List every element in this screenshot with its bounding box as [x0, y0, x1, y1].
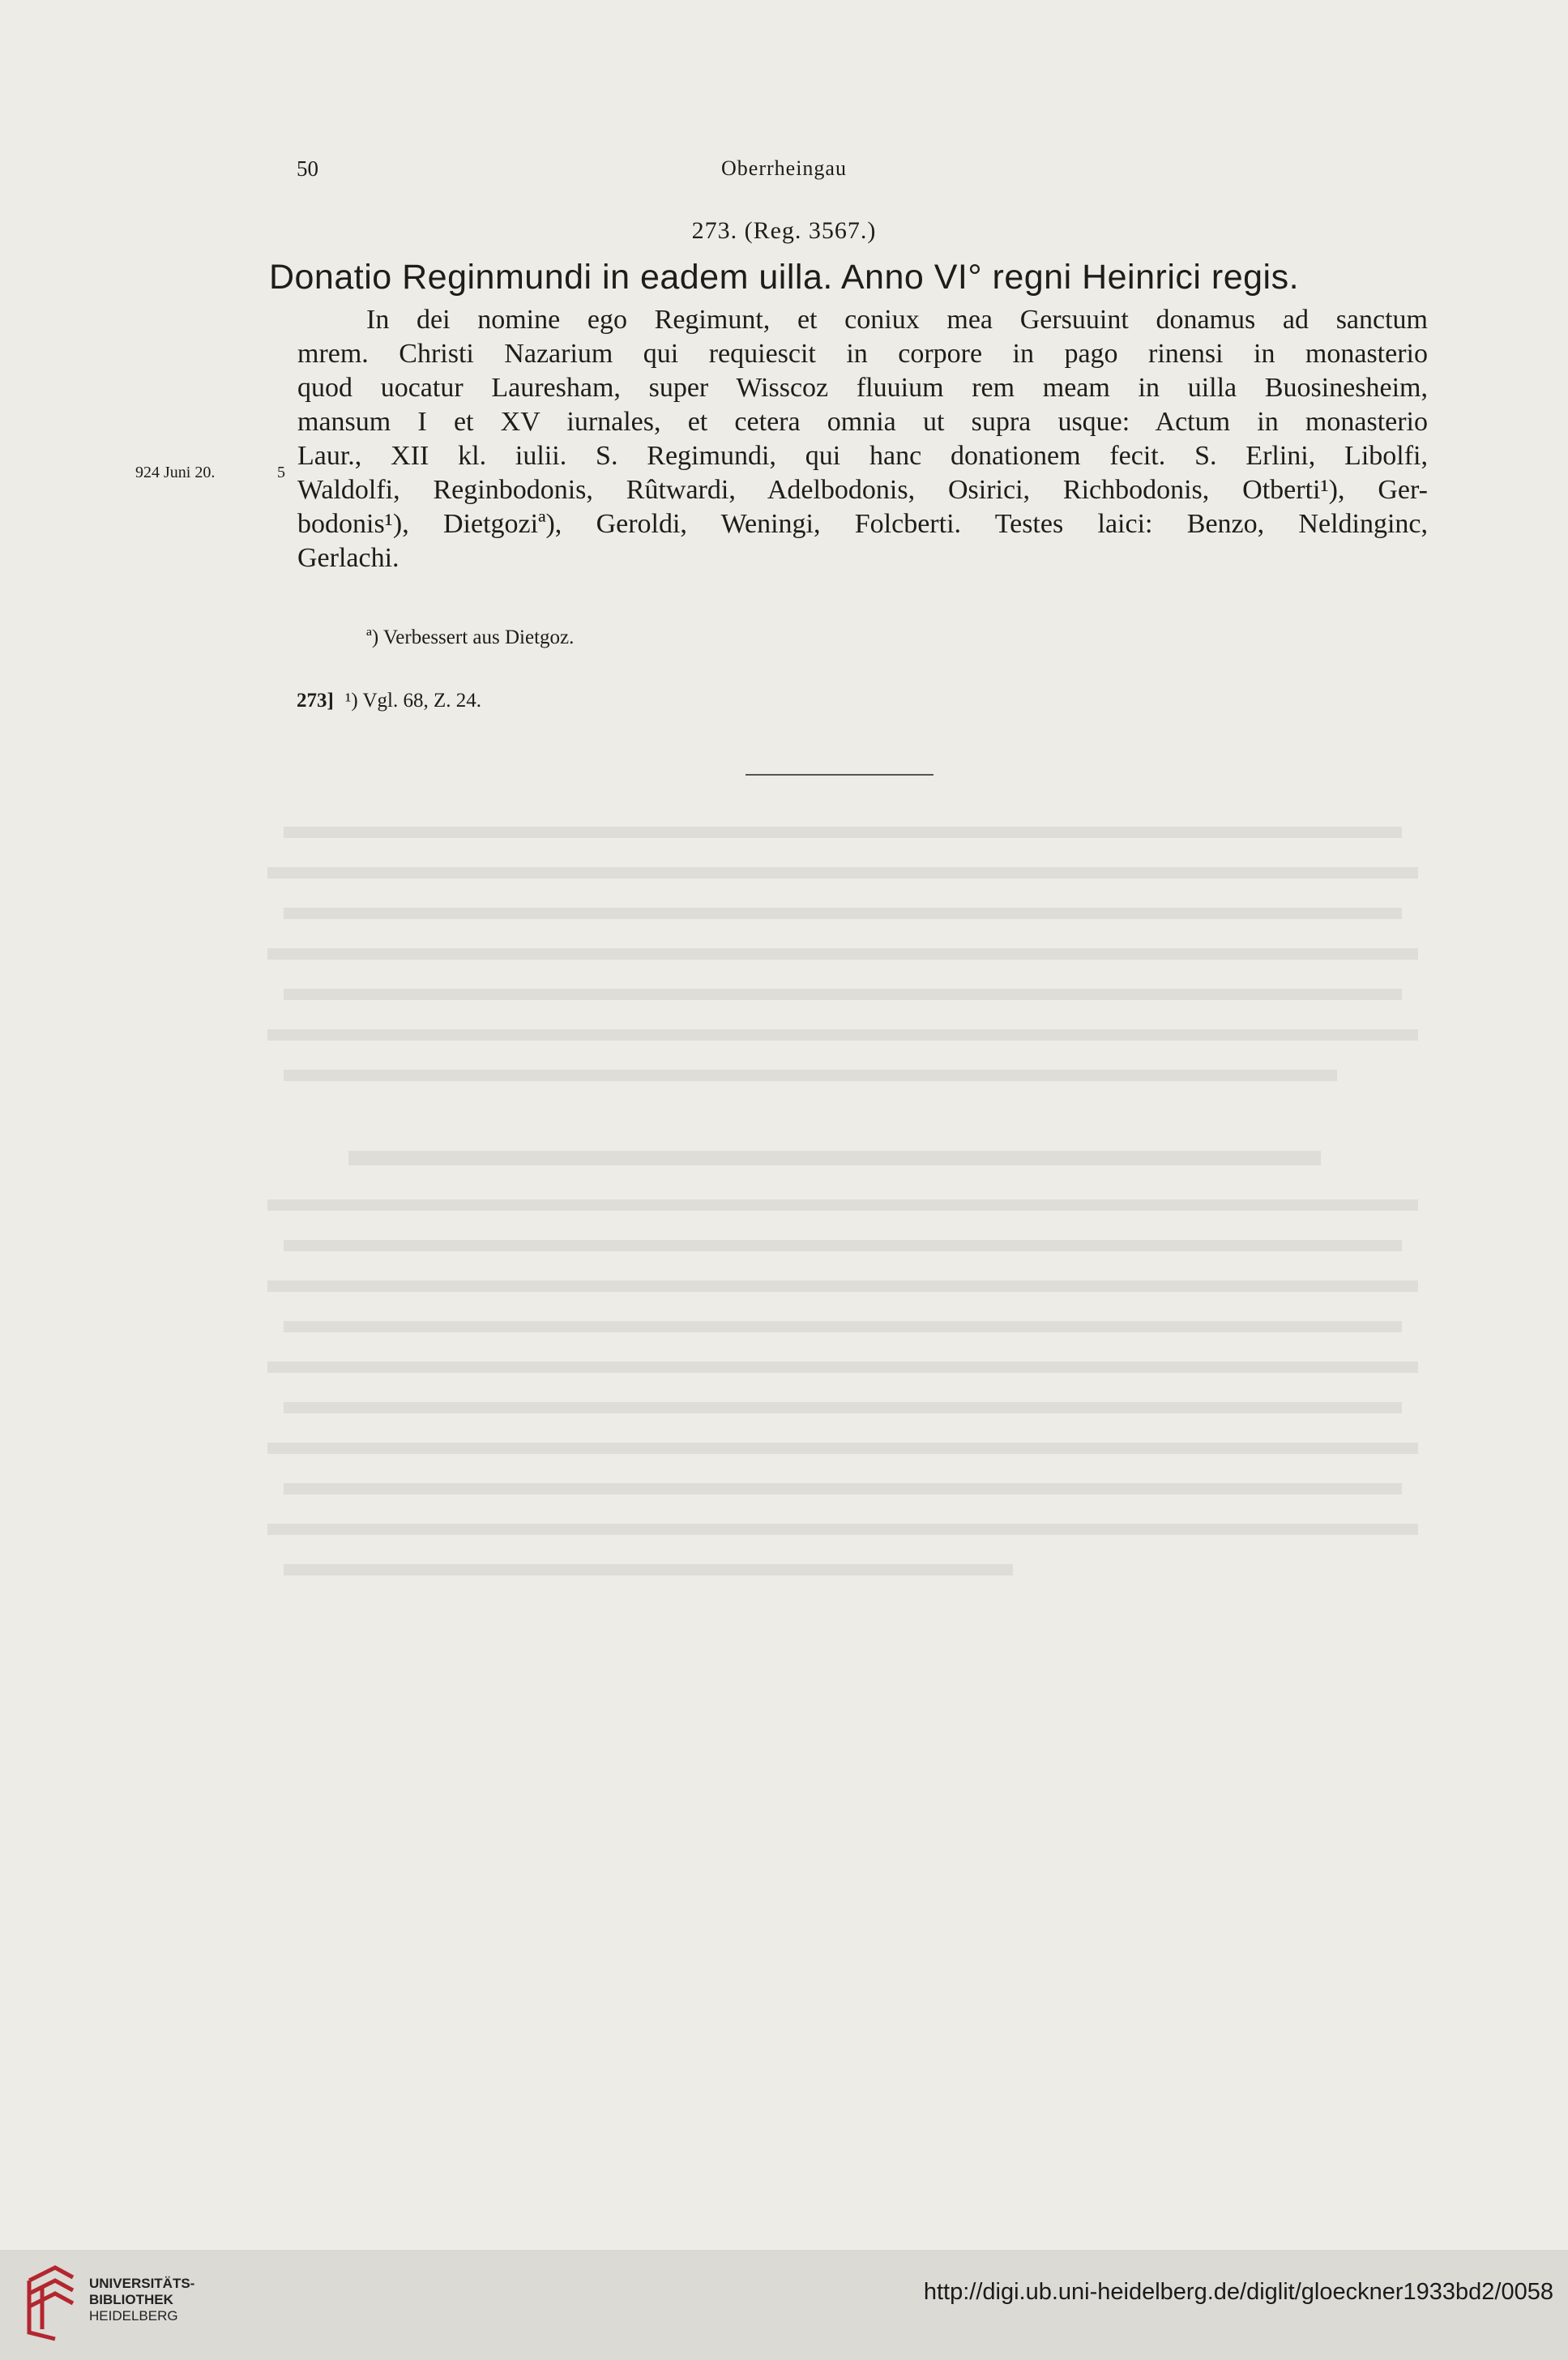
footer-bar: [0, 2250, 1568, 2360]
line-number-marker: 5: [277, 464, 285, 481]
page-number: 50: [297, 156, 318, 181]
document-number: 273. (Reg. 3567.): [691, 217, 877, 244]
body-line: In dei nomine ego Regimunt, et coniux mea Gersuuint donamus ad sanctum: [366, 305, 1428, 335]
document-title: Donatio Reginmundi in eadem uilla. Anno VI° regni Heinrici regis.: [268, 258, 1300, 297]
body-line: mansum I et XV iurnales, et cetera omnia ut supra usque: Actum in monasterio: [297, 407, 1428, 437]
institution-line: UNIVERSITÄTS-: [89, 2276, 195, 2291]
running-head: Oberrheingau: [721, 156, 847, 180]
footnote-ref-label: 273]: [297, 690, 334, 712]
library-logo-icon: [23, 2264, 79, 2342]
footnote-1: [297, 690, 481, 712]
section-rule: [746, 774, 934, 776]
institution-line: HEIDELBERG: [89, 2308, 178, 2324]
body-line: bodonis¹), Dietgoziª), Geroldi, Weningi, Folcberti. Testes laici: Benzo, Neldinginc,: [297, 509, 1428, 539]
footnote-1-text: ¹) Vgl. 68, Z. 24.: [344, 690, 481, 712]
body-line: Gerlachi.: [297, 543, 399, 573]
page-header: [0, 156, 1568, 189]
institution-line: BIBLIOTHEK: [89, 2292, 173, 2307]
body-line: Laur., XII kl. iulii. S. Regimundi, qui hanc donationem fecit. S. Erlini, Libolfi,: [297, 441, 1428, 471]
source-url-link[interactable]: http://digi.ub.uni-heidelberg.de/diglit/gloeckner1933bd2/0058: [923, 2279, 1553, 2305]
margin-date: 924 Juni 20.: [135, 464, 216, 481]
institution-name: [89, 2276, 194, 2324]
footnote-a: ª) Verbessert aus Dietgoz.: [366, 626, 575, 648]
document-body: [297, 303, 1428, 575]
body-line: Waldolfi, Reginbodonis, Rûtwardi, Adelbodonis, Osirici, Richbodonis, Otberti¹), Ger-: [297, 475, 1428, 505]
body-line: mrem. Christi Nazarium qui requiescit in corpore in pago rinensi in monasterio: [297, 339, 1428, 369]
bleed-through-texture: [267, 810, 1434, 1783]
body-line: quod uocatur Lauresham, super Wisscoz fluuium rem meam in uilla Buosinesheim,: [297, 373, 1428, 403]
